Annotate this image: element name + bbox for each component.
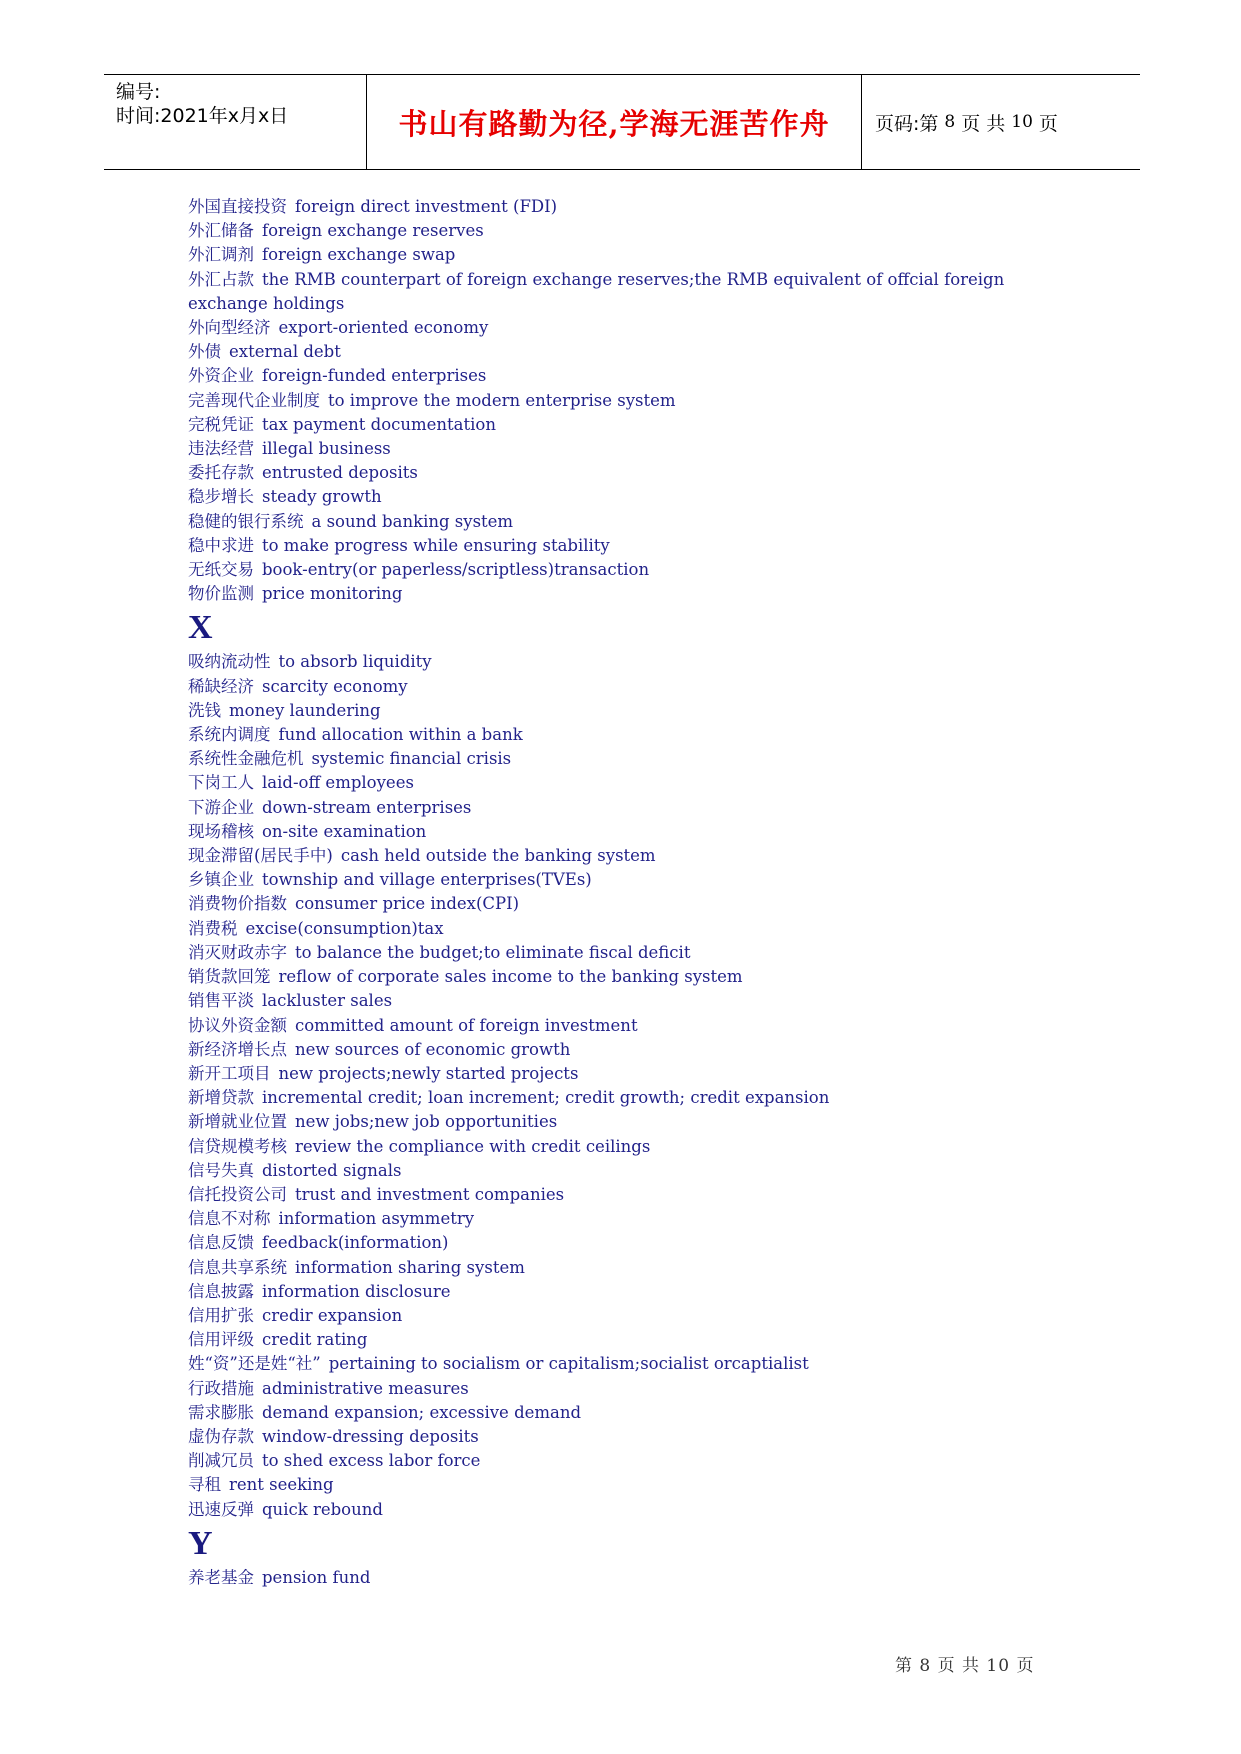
entry-chinese-term: 稳步增长 [188,487,254,507]
glossary-entry [188,195,1038,219]
glossary-entry [188,1401,1038,1425]
glossary-entry [188,340,1038,364]
glossary-entry [188,1449,1038,1473]
glossary-entry [188,1498,1038,1522]
entry-english-term: to balance the budget;to eliminate fiscal deficit [295,942,691,962]
header-page-indicator [861,75,1140,169]
glossary-entry [188,796,1038,820]
glossary-entry [188,1110,1038,1134]
entry-chinese-term: 信息不对称 [188,1209,271,1229]
entry-english-term: excise(consumption)tax [245,918,444,938]
entry-english-term: price monitoring [262,584,403,604]
entry-chinese-term: 外债 [188,342,221,362]
entry-chinese-term: 无纸交易 [188,560,254,580]
entry-chinese-term: 委托存款 [188,463,254,483]
entry-chinese-term: 完税凭证 [188,414,254,434]
entry-chinese-term: 信用评级 [188,1330,254,1350]
glossary-entry [188,364,1038,388]
entry-english-term: committed amount of foreign investment [295,1015,638,1035]
entry-chinese-term: 信托投资公司 [188,1184,287,1204]
glossary-entry [188,485,1038,509]
glossary-entry [188,1280,1038,1304]
entry-chinese-term: 寻租 [188,1475,221,1495]
entry-english-term: to make progress while ensuring stability [262,535,610,555]
entry-chinese-term: 需求膨胀 [188,1402,254,1422]
entry-chinese-term: 行政措施 [188,1378,254,1398]
header-motto: 书山有路勤为径,学海无涯苦作舟 [398,106,830,141]
glossary-entry [188,844,1038,868]
glossary-entry [188,650,1038,674]
glossary-entry [188,1256,1038,1280]
glossary-entry [188,941,1038,965]
entry-english-term: quick rebound [262,1499,383,1519]
entry-english-term: new projects;newly started projects [278,1063,579,1083]
glossary-entry [188,868,1038,892]
entry-chinese-term: 养老基金 [188,1567,254,1587]
glossary-entry [188,1352,1038,1376]
glossary-entry [188,243,1038,267]
entry-english-term: on-site examination [262,821,427,841]
entry-chinese-term: 外资企业 [188,366,254,386]
entry-english-term: credit rating [262,1330,368,1350]
entry-chinese-term: 现金滞留(居民手中) [188,846,333,866]
entry-english-term: lackluster sales [262,991,393,1011]
entry-english-term: window-dressing deposits [262,1426,479,1446]
entry-chinese-term: 信贷规模考核 [188,1136,287,1156]
entry-english-term: information asymmetry [278,1209,475,1229]
glossary-entry [188,582,1038,606]
entry-chinese-term: 信息披露 [188,1281,254,1301]
entry-english-term: the RMB counterpart of foreign exchange reserves;the RMB equivalent of offcial foreign exchange holdings [188,269,1005,313]
entry-english-term: laid-off employees [262,773,414,793]
entry-english-term: foreign exchange reserves [262,221,484,241]
glossary-entry [188,461,1038,485]
entry-chinese-term: 外汇占款 [188,269,254,289]
entry-english-term: foreign-funded enterprises [262,366,487,386]
entry-english-term: foreign exchange swap [262,245,456,265]
entry-chinese-term: 系统内调度 [188,725,271,745]
glossary-entry [188,316,1038,340]
entry-english-term: scarcity economy [262,676,408,696]
entry-english-term: new sources of economic growth [295,1039,571,1059]
entry-chinese-term: 下岗工人 [188,773,254,793]
entry-english-term: to improve the modern enterprise system [328,390,676,410]
glossary-entry [188,1231,1038,1255]
entry-english-term: information disclosure [262,1281,451,1301]
entry-chinese-term: 姓“资”还是姓“社” [188,1354,321,1374]
entry-chinese-term: 新开工项目 [188,1063,271,1083]
entry-chinese-term: 稀缺经济 [188,676,254,696]
entry-chinese-term: 新增贷款 [188,1088,254,1108]
entry-english-term: fund allocation within a bank [278,725,523,745]
entry-english-term: information sharing system [295,1257,525,1277]
entry-english-term: reflow of corporate sales income to the banking system [278,967,743,987]
glossary-entry [188,771,1038,795]
entry-chinese-term: 外汇调剂 [188,245,254,265]
entry-english-term: export-oriented economy [278,318,489,338]
entry-chinese-term: 乡镇企业 [188,870,254,890]
entry-chinese-term: 洗钱 [188,700,221,720]
entry-chinese-term: 下游企业 [188,797,254,817]
glossary-entry [188,1377,1038,1401]
entry-english-term: feedback(information) [262,1233,449,1253]
glossary-entry [188,1135,1038,1159]
glossary-entry [188,699,1038,723]
entry-english-term: tax payment documentation [262,414,496,434]
page-total: 10 [1011,112,1033,132]
entry-english-term: township and village enterprises(TVEs) [262,870,592,890]
entry-chinese-term: 信息反馈 [188,1233,254,1253]
entry-english-term: a sound banking system [311,511,514,531]
entry-chinese-term: 外汇储备 [188,221,254,241]
glossary-entry [188,1328,1038,1352]
glossary-entry [188,892,1038,916]
entry-chinese-term: 销售平淡 [188,991,254,1011]
entry-chinese-term: 消费税 [188,918,238,938]
entry-chinese-term: 迅速反弹 [188,1499,254,1519]
document-number-label: 编号: [116,81,161,103]
entry-chinese-term: 销货款回笼 [188,967,271,987]
entry-chinese-term: 违法经营 [188,439,254,459]
glossary-entry [188,989,1038,1013]
entry-chinese-term: 稳健的银行系统 [188,511,304,531]
glossary-entry [188,1014,1038,1038]
entry-english-term: book-entry(or paperless/scriptless)transaction [262,560,650,580]
entry-chinese-term: 稳中求进 [188,535,254,555]
header-motto-cell [366,75,862,169]
entry-english-term: distorted signals [262,1160,402,1180]
entry-english-term: credir expansion [262,1305,403,1325]
entry-chinese-term: 系统性金融危机 [188,749,304,769]
entry-chinese-term: 新经济增长点 [188,1039,287,1059]
entry-chinese-term: 信息共享系统 [188,1257,287,1277]
glossary-entry [188,965,1038,989]
glossary-entry [188,1038,1038,1062]
glossary-entry [188,510,1038,534]
glossary-entry [188,534,1038,558]
entry-english-term: external debt [229,342,341,362]
page-prefix: 页码:第 [875,112,939,135]
entry-english-term: illegal business [262,439,391,459]
glossary-entry [188,413,1038,437]
entry-chinese-term: 吸纳流动性 [188,652,271,672]
entry-english-term: incremental credit; loan increment; credit growth; credit expansion [262,1088,830,1108]
entry-chinese-term: 消费物价指数 [188,894,287,914]
glossary-entry [188,1062,1038,1086]
glossary-entry [188,437,1038,461]
page-current: 8 [944,112,956,132]
entry-english-term: entrusted deposits [262,463,418,483]
page-suffix: 页 [1038,112,1058,135]
entry-chinese-term: 物价监测 [188,584,254,604]
glossary-body [188,195,1038,1590]
glossary-entry [188,389,1038,413]
section-letter-heading: X [188,609,213,647]
entry-english-term: systemic financial crisis [311,749,512,769]
glossary-entry [188,747,1038,771]
glossary-entry [188,268,1038,316]
page-mid: 页 共 [961,112,1006,135]
entry-english-term: steady growth [262,487,382,507]
entry-chinese-term: 外向型经济 [188,318,271,338]
page-footer: 第 8 页 共 10 页 [895,1656,1035,1676]
entry-chinese-term: 削减冗员 [188,1451,254,1471]
page-header [104,74,1140,170]
glossary-entry [188,675,1038,699]
entry-english-term: new jobs;new job opportunities [295,1112,558,1132]
entry-english-term: pertaining to socialism or capitalism;socialist orcaptialist [328,1354,809,1374]
glossary-entry [188,917,1038,941]
glossary-entry [188,1086,1038,1110]
entry-english-term: administrative measures [262,1378,469,1398]
entry-english-term: to absorb liquidity [278,652,432,672]
entry-english-term: pension fund [262,1567,371,1587]
glossary-entry [188,219,1038,243]
entry-english-term: review the compliance with credit ceilings [295,1136,651,1156]
glossary-entry [188,1159,1038,1183]
entry-english-term: down-stream enterprises [262,797,472,817]
entry-english-term: consumer price index(CPI) [295,894,520,914]
glossary-entry [188,1183,1038,1207]
entry-chinese-term: 信号失真 [188,1160,254,1180]
entry-english-term: foreign direct investment (FDI) [295,197,558,216]
entry-english-term: to shed excess labor force [262,1451,481,1471]
section-letter-heading: Y [188,1524,213,1562]
glossary-entry [188,1304,1038,1328]
entry-chinese-term: 虚伪存款 [188,1426,254,1446]
entry-english-term: demand expansion; excessive demand [262,1402,582,1422]
glossary-entry [188,558,1038,582]
glossary-entry [188,1425,1038,1449]
entry-chinese-term: 现场稽核 [188,821,254,841]
entry-english-term: rent seeking [229,1475,334,1495]
document-time-label: 时间:2021年x月x日 [116,105,289,127]
entry-english-term: trust and investment companies [295,1184,565,1204]
entry-english-term: money laundering [229,700,381,720]
entry-chinese-term: 完善现代企业制度 [188,390,320,410]
entry-english-term: cash held outside the banking system [340,846,656,866]
header-meta [116,75,366,169]
entry-chinese-term: 外国直接投资 [188,197,287,216]
entry-chinese-term: 消灭财政赤字 [188,942,287,962]
entry-chinese-term: 信用扩张 [188,1305,254,1325]
glossary-entry [188,1566,1038,1590]
entry-chinese-term: 协议外资金额 [188,1015,287,1035]
glossary-entry [188,820,1038,844]
glossary-entry [188,1473,1038,1497]
glossary-entry [188,723,1038,747]
glossary-entry [188,1207,1038,1231]
entry-chinese-term: 新增就业位置 [188,1112,287,1132]
